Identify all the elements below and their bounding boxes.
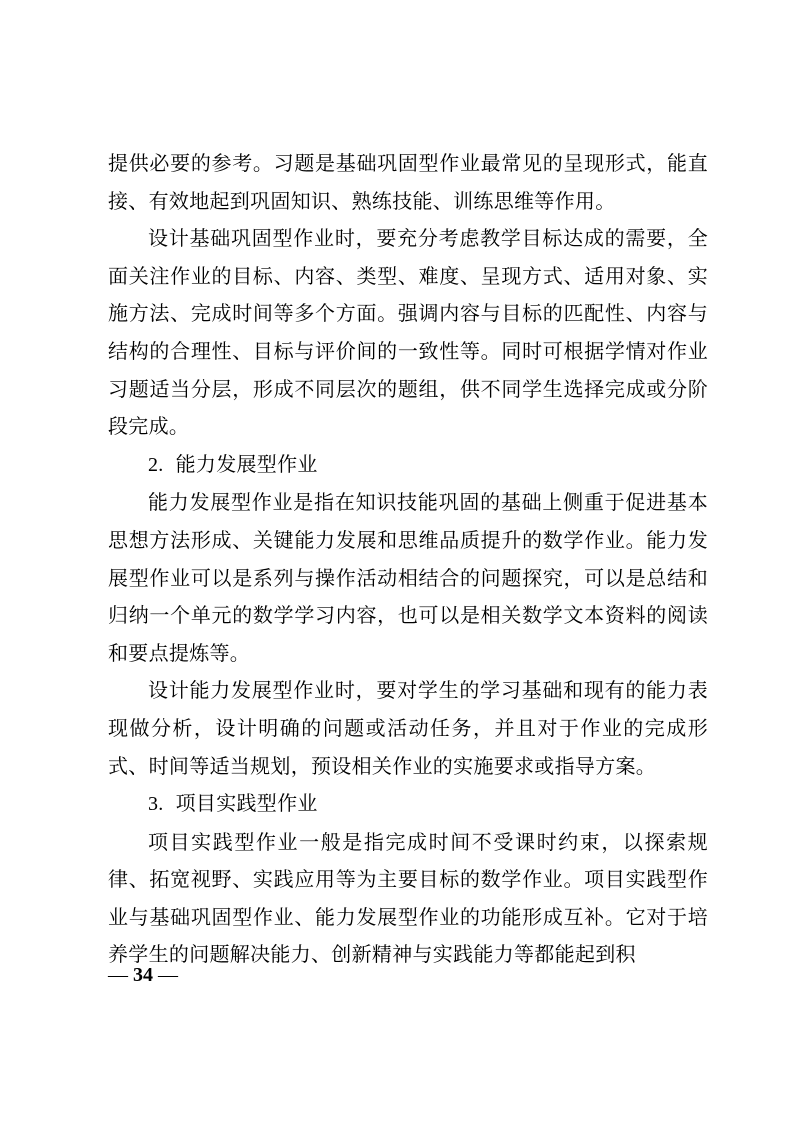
paragraph-continuation: 提供必要的参考。习题是基础巩固型作业最常见的呈现形式，能直接、有效地起到巩固知识、熟练技能、训练思维等作用。 <box>108 151 708 213</box>
section-number: 3. <box>148 793 164 816</box>
section-heading-ability-development <box>108 446 708 485</box>
footer-dash-left: — <box>108 964 128 986</box>
paragraph-ability-development-definition: 能力发展型作业是指在知识技能巩固的基础上侧重于促进基本思想方法形成、关键能力发展和思维品质提升的数学作业。能力发展型作业可以是系列与操作活动相结合的问题探究，可以是总结和归纳一个单元的数学学习内容，也可以是相关数学文本资料的阅读和要点提炼等。 <box>108 490 708 665</box>
footer-dash-right: — <box>158 964 178 986</box>
paragraph-ability-development-design: 设计能力发展型作业时，要对学生的学习基础和现有的能力表现做分析，设计明确的问题或活动任务，并且对于作业的完成形式、时间等适当规划，预设相关作业的实施要求或指导方案。 <box>108 678 708 778</box>
section-heading-project-practice <box>108 785 708 824</box>
page-footer <box>108 960 178 990</box>
section-title: 能力发展型作业 <box>175 451 318 476</box>
paragraph-project-practice-definition: 项目实践型作业一般是指完成时间不受课时约束，以探索规律、拓宽视野、实践应用等为主要目标的数学作业。项目实践型作业与基础巩固型作业、能力发展型作业的功能形成互补。它对于培养学生的问题解决能力、创新精神与实践能力等都能起到积 <box>108 829 708 967</box>
section-title: 项目实践型作业 <box>175 791 318 816</box>
document-body <box>108 145 708 974</box>
section-number: 2. <box>148 453 164 476</box>
page-number: 34 <box>133 964 153 986</box>
paragraph-basic-homework-design: 设计基础巩固型作业时，要充分考虑教学目标达成的需要，全面关注作业的目标、内容、类型、难度、呈现方式、适用对象、实施方法、完成时间等多个方面。强调内容与目标的匹配性、内容与结构的合理性、目标与评价间的一致性等。同时可根据学情对作业习题适当分层，形成不同层次的题组，供不同学生选择完成或分阶段完成。 <box>108 226 708 439</box>
